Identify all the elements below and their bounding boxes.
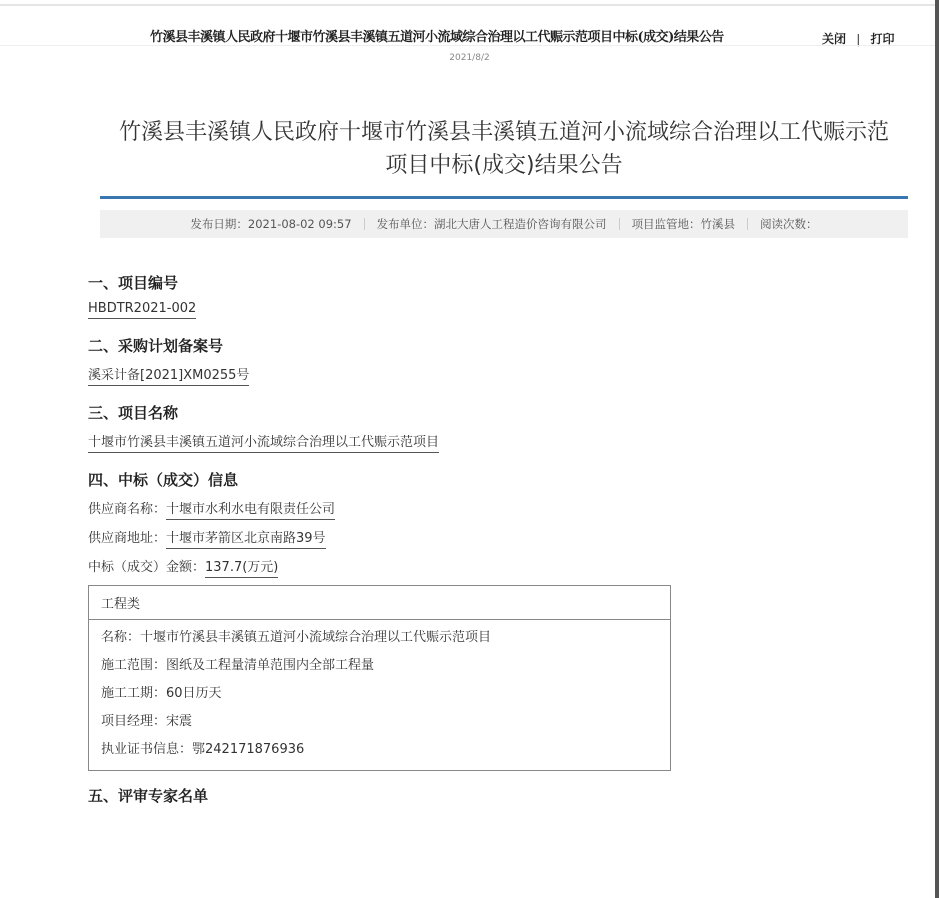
section-heading: 四、中标（成交）信息 bbox=[88, 471, 239, 489]
address-label: 供应商地址： bbox=[88, 531, 167, 546]
print-link[interactable]: 打印 bbox=[870, 32, 895, 46]
box-row: 施工工期：60日历天 bbox=[101, 686, 222, 701]
amount-label: 中标（成交）金额： bbox=[88, 560, 206, 575]
section-project-name bbox=[88, 402, 918, 453]
section-heading: 三、项目名称 bbox=[88, 404, 179, 422]
read-count: 阅读次数： bbox=[760, 217, 818, 231]
article-body bbox=[88, 272, 918, 814]
section-project-number bbox=[88, 272, 918, 319]
publisher: 发布单位：湖北大唐人工程造价咨询有限公司 bbox=[376, 217, 607, 231]
title-line-1: 竹溪县丰溪镇人民政府十堰市竹溪县丰溪镇五道河小流域综合治理以工代赈示范 bbox=[118, 120, 889, 145]
header-date: 2021/8/2 bbox=[449, 53, 490, 63]
award-detail-box bbox=[88, 585, 671, 771]
section-heading: 二、采购计划备案号 bbox=[88, 337, 224, 355]
supplier-address: 十堰市茅箭区北京南路39号 bbox=[166, 527, 326, 549]
section-plan-number bbox=[88, 335, 918, 386]
title-underline bbox=[100, 196, 908, 199]
supplier-label: 供应商名称： bbox=[88, 502, 167, 517]
section-value: HBDTR2021-002 bbox=[88, 301, 196, 319]
section-award bbox=[88, 469, 918, 771]
scrollbar[interactable] bbox=[935, 0, 939, 898]
section-heading-experts: 五、评审专家名单 bbox=[88, 787, 209, 805]
box-row: 项目经理：宋震 bbox=[101, 714, 193, 729]
header-divider bbox=[0, 45, 939, 46]
title-line-2: 项目中标(成交)结果公告 bbox=[385, 153, 623, 178]
top-border bbox=[0, 4, 939, 6]
page-title bbox=[100, 116, 908, 182]
box-row: 施工范围：图纸及工程量清单范围内全部工程量 bbox=[101, 658, 375, 673]
section-value: 溪采计备[2021]XM0255号 bbox=[88, 364, 249, 386]
award-amount: 137.7(万元) bbox=[205, 556, 278, 578]
close-link[interactable]: 关闭 bbox=[822, 32, 847, 46]
box-row: 名称：十堰市竹溪县丰溪镇五道河小流域综合治理以工代赈示范项目 bbox=[101, 630, 492, 645]
section-heading: 一、项目编号 bbox=[88, 274, 179, 292]
location: 项目监管地：竹溪县 bbox=[631, 217, 736, 231]
box-row: 执业证书信息：鄂242171876936 bbox=[101, 742, 305, 757]
header-title: 竹溪县丰溪镇人民政府十堰市竹溪县丰溪镇五道河小流域综合治理以工代赈示范项目中标(成交)结果公告 bbox=[150, 30, 724, 45]
supplier-name: 十堰市水利水电有限责任公司 bbox=[166, 498, 335, 520]
meta-bar bbox=[100, 210, 908, 238]
action-divider: | bbox=[856, 32, 861, 46]
section-value: 十堰市竹溪县丰溪镇五道河小流域综合治理以工代赈示范项目 bbox=[88, 431, 439, 453]
publish-date: 发布日期：2021-08-02 09:57 bbox=[190, 217, 352, 231]
box-category: 工程类 bbox=[89, 586, 670, 620]
